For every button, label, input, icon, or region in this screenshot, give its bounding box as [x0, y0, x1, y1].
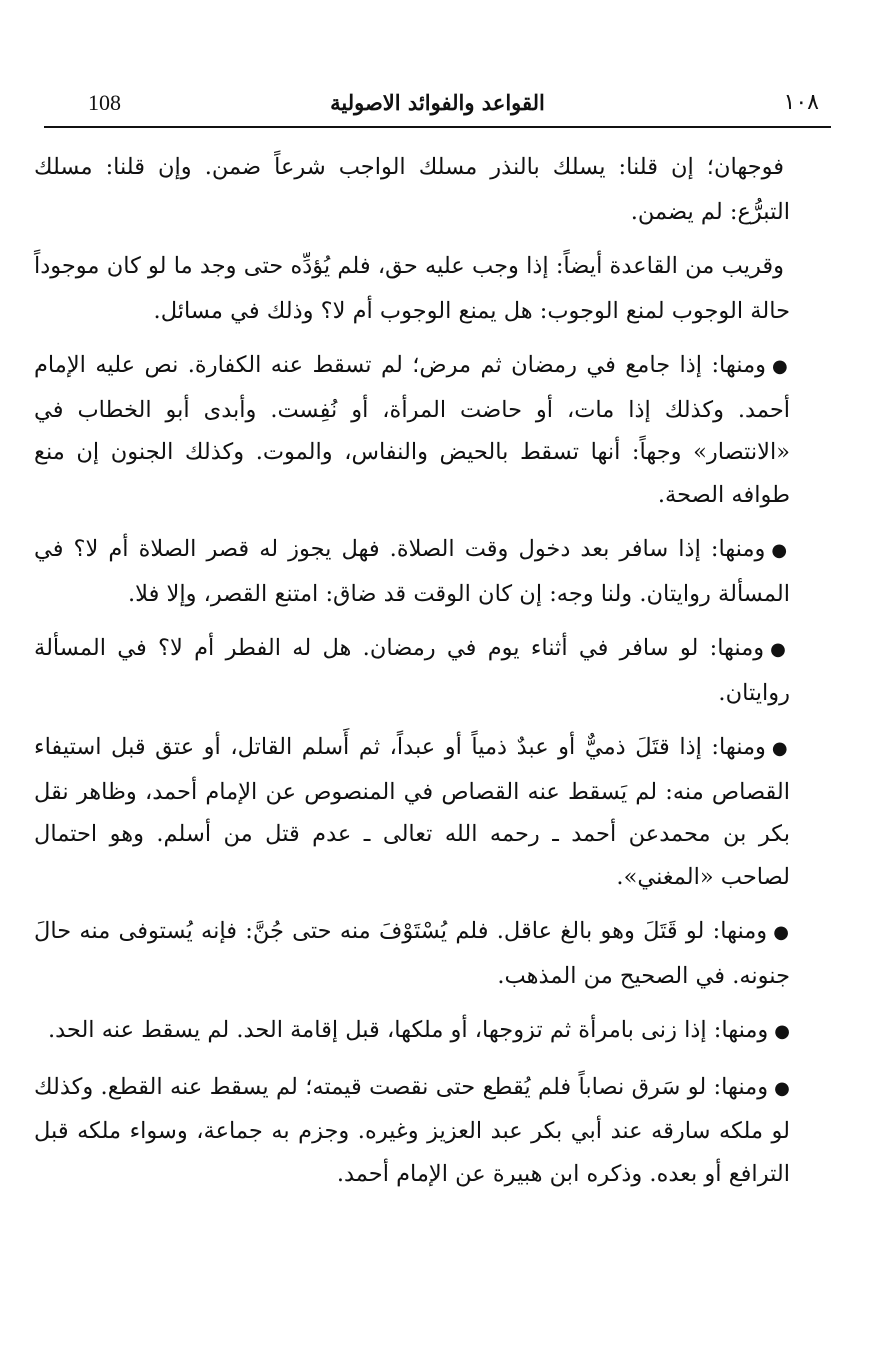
paragraph	[34, 1009, 790, 1054]
bullet: ●	[774, 1021, 790, 1042]
paragraph-text: فوجهان؛ إن قلنا: يسلك بالنذر مسلك الواجب شرعاً ضمن. وإن قلنا: مسلك التبرُّع: لم يضمن.	[34, 154, 790, 225]
paragraph	[34, 146, 790, 233]
page-number-arabic: ١٠٨	[783, 90, 819, 115]
bullet: ●	[772, 356, 790, 377]
bullet: ●	[774, 1077, 790, 1099]
running-header	[44, 86, 831, 126]
paragraph	[34, 528, 790, 615]
bullet: ●	[770, 639, 790, 660]
paragraph-text: ومنها: لو قَتَلَ وهو بالغ عاقل. فلم يُسْتَوْفَ منه حتى جُنَّ: فإنه يُستوفى منه حالَ جنونه. في الصحيح من المذهب.	[34, 918, 790, 989]
paragraph-text: ومنها: إذا قتَلَ ذميٌّ أو عبدٌ ذمياً أو عبداً، ثم أَسلم القاتل، أو عتق قبل استيفاء القصاص منه: لم يَسقط عنه القصاص في المنصوص عن الإمام أحمد، وظاهر نقل بكر بن محمدعن أحمد ـ رحمه الله تعالى ـ عدم قتل من أسلم. وهو احتمال لصاحب «المغني».	[34, 734, 790, 890]
body-text	[34, 146, 790, 1207]
header-rule	[44, 126, 831, 128]
paragraph	[34, 726, 790, 898]
paragraph-text: ومنها: إذا جامع في رمضان ثم مرض؛ لم تسقط عنه الكفارة. نص عليه الإمام أحمد. وكذلك إذا مات، أو حاضت المرأة، أو نُفِست. وأبدى أبو الخطاب في «الانتصار» وجهاً: أنها تسقط بالحيض والنفاس، والموت. وكذلك الجنون إن منع طوافه الصحة.	[34, 352, 790, 508]
paragraph-text: ومنها: إذا سافر بعد دخول وقت الصلاة. فهل يجوز له قصر الصلاة أم لا؟ في المسألة روايتان. ولنا وجه: إن كان الوقت قد ضاق: امتنع القصر، وإلا فلا.	[34, 536, 790, 607]
page-number-latin: 108	[88, 90, 121, 115]
paragraph-text: وقريب من القاعدة أيضاً: إذا وجب عليه حق، فلم يُؤدِّه حتى وجد ما لو كان موجوداً حالة الوجوب لمنع الوجوب: هل يمنع الوجوب أم لا؟ وذلك في مسائل.	[34, 253, 790, 324]
bullet: ●	[771, 738, 790, 759]
paragraph-text: ومنها: لو سافر في أثناء يوم في رمضان. هل له الفطر أم لا؟ في المسألة روايتان.	[34, 635, 790, 706]
bullet: ●	[773, 922, 791, 943]
paragraph-text: ومنها: إذا زنى بامرأة ثم تزوجها، أو ملكها، قبل إقامة الحد. لم يسقط عنه الحد.	[47, 1017, 769, 1043]
paragraph	[34, 344, 790, 516]
bullet: ●	[771, 540, 790, 561]
paragraph-text: ومنها: لو سَرق نصاباً فلم يُقطع حتى نقصت قيمته؛ لم يسقط عنه القطع. وكذلك لو ملكه سارقه عند أبي بكر عبد العزيز وغيره. وجزم به جماعة، وسواء ملكه قبل الترافع أو بعده. وذكره ابن هبيرة عن الإمام أحمد.	[34, 1073, 790, 1187]
running-title: القواعد والفوائد الاصولية	[330, 90, 545, 115]
paragraph	[34, 910, 790, 997]
paragraph	[34, 627, 790, 714]
paragraph	[34, 245, 790, 332]
paragraph	[34, 1066, 790, 1196]
